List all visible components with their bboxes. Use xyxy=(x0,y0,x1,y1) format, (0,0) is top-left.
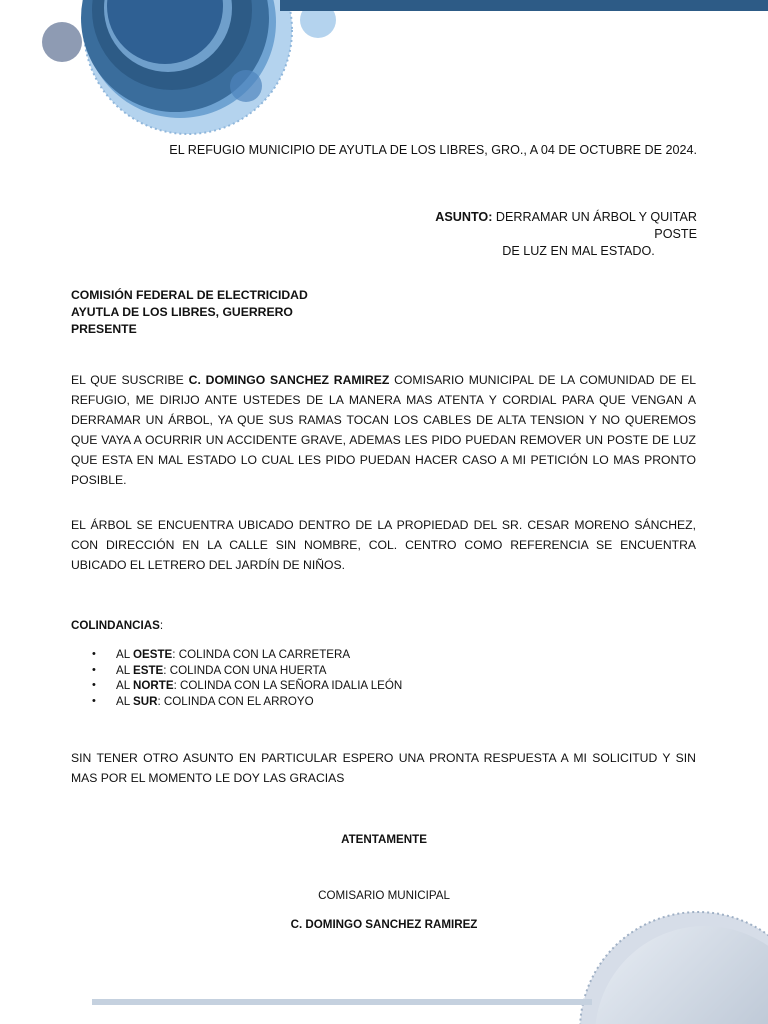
body-paragraph-1 xyxy=(71,370,696,490)
list-item xyxy=(92,663,402,679)
bullet-icon: • xyxy=(92,648,96,660)
subject-line-1: DERRAMAR UN ÁRBOL Y QUITAR POSTE xyxy=(492,210,697,241)
body-paragraph-3: SIN TENER OTRO ASUNTO EN PARTICULAR ESPERO UNA PRONTA RESPUESTA A MI SOLICITUD Y SIN MAS POR EL MOMENTO LE DOY LAS GRACIAS xyxy=(71,751,696,785)
list-item xyxy=(92,694,402,710)
bullet-icon: • xyxy=(92,679,96,692)
colindancias-colon: : xyxy=(159,619,164,632)
item-direction: NORTE xyxy=(132,679,174,693)
item-text: : COLINDA CON EL ARROYO xyxy=(157,694,314,708)
p1-signer-name: C. DOMINGO SANCHEZ RAMIREZ xyxy=(188,373,390,387)
header-decoration xyxy=(0,0,340,140)
colindancias-list xyxy=(92,647,402,709)
p1-intro: EL QUE SUSCRIBE xyxy=(71,373,189,387)
signer-name: C. DOMINGO SANCHEZ RAMIREZ xyxy=(290,918,478,931)
closing-atentamente: ATENTAMENTE xyxy=(341,833,427,846)
recipient-line-2: AYUTLA DE LOS LIBRES, GUERRERO xyxy=(71,305,293,319)
subject-label: ASUNTO: xyxy=(435,210,493,224)
bullet-icon: • xyxy=(92,694,96,707)
item-text: : COLINDA CON LA CARRETERA xyxy=(172,648,351,661)
recipient-line-1: COMISIÓN FEDERAL DE ELECTRICIDAD xyxy=(71,288,308,302)
item-prefix: AL xyxy=(116,648,133,661)
footer-bar xyxy=(92,999,592,1005)
subject-line-2: DE LUZ EN MAL ESTADO. xyxy=(502,244,655,258)
item-text: : COLINDA CON UNA HUERTA xyxy=(163,663,327,677)
place-date: EL REFUGIO MUNICIPIO DE AYUTLA DE LOS LIBRES, GRO., A 04 DE OCTUBRE DE 2024. xyxy=(169,143,697,157)
recipient-line-3: PRESENTE xyxy=(71,322,137,336)
item-prefix: AL xyxy=(116,694,133,708)
body-paragraph-2: EL ÁRBOL SE ENCUENTRA UBICADO DENTRO DE LA PROPIEDAD DEL SR. CESAR MORENO SÁNCHEZ, CON DIRECCIÓN EN LA CALLE SIN NOMBRE, COL. CENTRO COMO REFERENCIA SE ENCUENTRA UBICADO EL LETRERO DEL JARDÍN DE NIÑOS. xyxy=(71,518,696,572)
bullet-icon: • xyxy=(92,663,96,676)
subject xyxy=(400,209,697,260)
list-item xyxy=(92,647,402,663)
item-direction: ESTE xyxy=(132,663,164,677)
recipient-block xyxy=(71,287,471,338)
item-direction: OESTE xyxy=(132,648,173,661)
item-prefix: AL xyxy=(116,663,133,677)
colindancias-title xyxy=(71,619,163,632)
signer-title: COMISARIO MUNICIPAL xyxy=(318,889,450,902)
p1-rest: COMISARIO MUNICIPAL DE LA COMUNIDAD DE EL REFUGIO, ME DIRIJO ANTE USTEDES DE LA MANERA MAS ATENTA Y CORDIAL PARA QUE VENGAN A DERRAMAR UN ÁRBOL, YA QUE SUS RAMAS TOCAN LOS CABLES DE ALTA TENSION Y NO QUEREMOS QUE VAYA A OCURRIR UN ACCIDENTE GRAVE, ADEMAS LES PIDO PUEDAN REMOVER UN POSTE DE LUZ QUE ESTA EN MAL ESTADO LO CUAL LES PIDO PUEDAN HACER CASO A MI PETICIÓN LO MAS PRONTO POSIBLE. xyxy=(71,373,696,487)
item-prefix: AL xyxy=(116,679,133,693)
list-item xyxy=(92,678,402,694)
item-text: : COLINDA CON LA SEÑORA IDALIA LEÓN xyxy=(173,679,403,693)
item-direction: SUR xyxy=(132,694,158,708)
header-bar xyxy=(280,0,768,11)
colindancias-label: COLINDANCIAS xyxy=(71,619,160,632)
